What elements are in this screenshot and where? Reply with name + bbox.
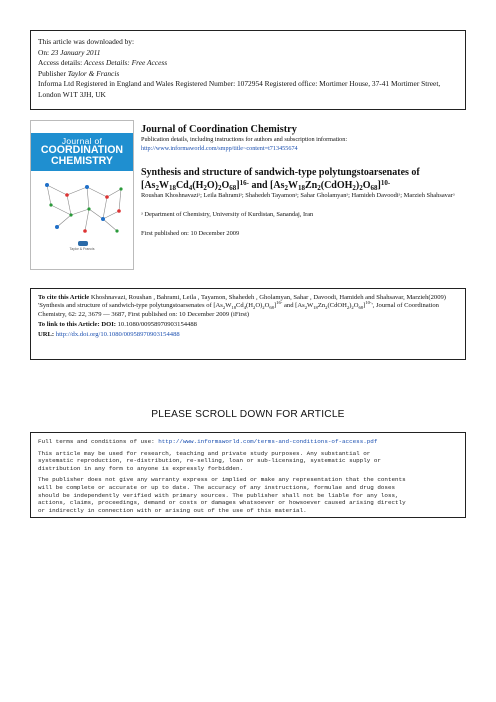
cite-this-article: To cite this Article Khoshnavazi, Roushan , Bahrami, Leila , Tayamon, Shahedeh , Gholamyan, Sahar , Davoodi, Hamideh and Shahsavar, Marzieh(2009) 'Synthesis and structure of sandwich-type polytungstoarsenates of $[As_2W_{18}Cd_4(H_2O)_2O_{68}]^{16-}$ and $[As_2W_{18}Zn_2(CdOH_2)_2O_{68}]^{10-}'$, Journal of Coordination Chemistry, 62: 22, 3679 — 3687, First published on: 10 December 2009 (iFirst) (38, 294, 446, 318)
article-authors: Roushan Khoshnavaziᵃ; Leila Bahramiᵃ; Shahedeh Tayamonᵃ; Sahar Gholamyanᵃ; Hamideh Davoodiᵃ; Marzieh Shahsavarᵃ (141, 192, 455, 199)
cover-molecule-illustration (37, 175, 129, 239)
journal-name: Journal of Coordination Chemistry (141, 124, 297, 135)
download-date: On: 23 January 2011 (38, 47, 101, 57)
cover-band (31, 133, 133, 171)
journal-cover-image (30, 120, 134, 270)
download-info-box (30, 30, 466, 110)
cover-publisher: Taylor & Francis (69, 247, 95, 251)
doi-line: To link to this Article: DOI: 10.1080/00958970903154488 (38, 320, 197, 328)
journal-details: Publication details, including instructions for authors and subscription information: (141, 136, 348, 143)
download-line: This article was downloaded by: (38, 37, 135, 46)
author-affiliation: ᵃ Department of Chemistry, University of Kurdistan, Sanandaj, Iran (141, 211, 314, 218)
usage-notice: This article may be used for research, teaching and private study purposes. Any substantial or systematic reproduction, re-distribution, re-selling, loan or sub-licensing, systematic supply or distribution in any form to anyone is expressly forbidden. (38, 449, 381, 472)
cover-title: COORDINATION CHEMISTRY (40, 144, 124, 167)
url-line: URL: http://dx.doi.org/10.1080/00958970903154488 (38, 331, 180, 339)
doi-value[interactable]: 10.1080/00958970903154488 (117, 320, 197, 328)
cover-journal-of: Journal of (61, 136, 103, 146)
first-published: First published on: 10 December 2009 (141, 230, 240, 237)
scroll-down-message: PLEASE SCROLL DOWN FOR ARTICLE (151, 409, 345, 420)
publisher-line: Publisher Taylor & Francis (38, 68, 120, 78)
publisher-logo-icon (78, 241, 88, 246)
journal-info (141, 124, 471, 153)
registered-office: Informa Ltd Registered in England and Wales Registered Number: 1072954 Registered office: Mortimer House, 37-41 Mortimer Street, London W1T 3JH, UK (38, 79, 441, 99)
terms-of-use-line: Full terms and conditions of use: http://www.informaworld.com/terms-and-conditions-of-access.pdf (38, 438, 378, 445)
terms-link[interactable]: http://www.informaworld.com/terms-and-conditions-of-access.pdf (158, 438, 378, 445)
article-title: Synthesis and structure of sandwich-type polytungstoarsenates of $[As_2W_{18}Cd_4(H_2O)_2O_{68}]^{16-}$ and $[As_2W_{18}Zn_2(CdOH_2)_2O_{68}]^{10-}$ (141, 167, 420, 192)
access-details: Access details: Access Details: Free Access (38, 58, 168, 68)
journal-link[interactable]: http://www.informaworld.com/smpp/title~content=t713455674 (141, 144, 298, 152)
terms-box (30, 432, 466, 518)
disclaimer-notice: The publisher does not give any warranty express or implied or make any representation that the contents will be complete or accurate or up to date. The accuracy of any instructions, formulae and drug doses should be independently verified with primary sources. The publisher shall not be liable for any loss, actions, claims, proceedings, demand or costs or damages whatsoever or howsoever caused arising directly or indirectly in connection with or arising out of the use of this material. (38, 476, 406, 514)
article-url-link[interactable]: http://dx.doi.org/10.1080/00958970903154488 (55, 331, 180, 339)
citation-box (30, 288, 466, 360)
